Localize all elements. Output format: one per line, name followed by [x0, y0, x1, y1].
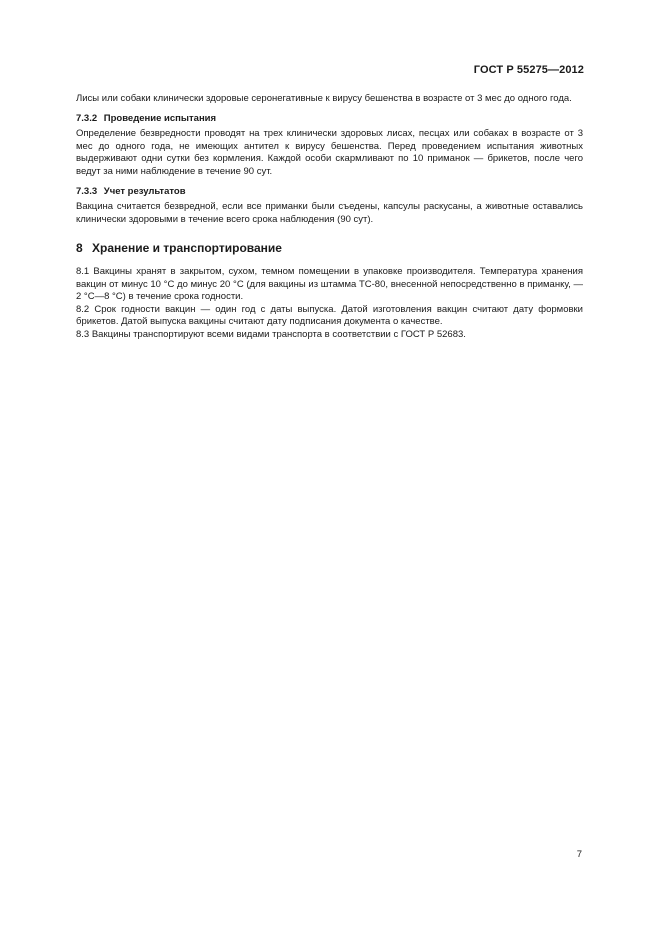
document-id-header: ГОСТ Р 55275—2012 — [473, 64, 584, 76]
intro-paragraph — [76, 93, 583, 106]
subsection-number: 7.3.3 — [76, 185, 98, 197]
subsection-title: Учет результатов — [103, 185, 186, 197]
section-title: Хранение и транспортирование — [92, 241, 282, 256]
document-body — [76, 93, 583, 342]
intro-text: Лисы или собаки клинически здоровые серонегативные к вирусу бешенства в возрасте от 3 мес до одного года. — [76, 93, 572, 104]
section-number: 8 — [76, 241, 83, 256]
section-8-heading — [76, 242, 583, 255]
subsection-7-3-2-heading — [76, 113, 583, 126]
clause-8-1: 8.1 Вакцины хранят в закрытом, сухом, темном помещении в упаковке производителя. Температура хранения вакцин от минус 10 °С до минус 20 °С (для вакцины из штамма ТС-80, внесенной непосредственно в приманку, — 2 °С—8 °С) в течение срока годности. — [76, 265, 583, 303]
subsection-7-3-3-heading — [76, 186, 583, 199]
page-number: 7 — [576, 849, 582, 860]
clause-8-2: 8.2 Срок годности вакцин — один год с даты выпуска. Датой изготовления вакцин считают дату формовки брикетов. Датой выпуска вакцины считают дату подписания документа о качестве. — [76, 303, 583, 328]
subsection-number: 7.3.2 — [76, 112, 98, 124]
subsection-7-3-2-text: Определение безвредности проводят на трех клинически здоровых лисах, песцах или собаках в возрасте от 3 мес до одного года, не имеющих антител к вирусу бешенства. Перед проведением испытания животных выдерживают одни сутки без кормления. Каждой особи скармливают по 10 приманок — брикетов, после чего ведут за ними наблюдение в течение 90 сут. — [76, 128, 583, 177]
subsection-7-3-3-text: Вакцина считается безвредной, если все приманки были съедены, капсулы раскусаны, а животные оставались клинически здоровыми в течение всего срока наблюдения (90 сут). — [76, 201, 583, 225]
subsection-title: Проведение испытания — [103, 112, 217, 124]
clause-8-3: 8.3 Вакцины транспортируют всеми видами транспорта в соответствии с ГОСТ Р 52683. — [76, 328, 466, 340]
